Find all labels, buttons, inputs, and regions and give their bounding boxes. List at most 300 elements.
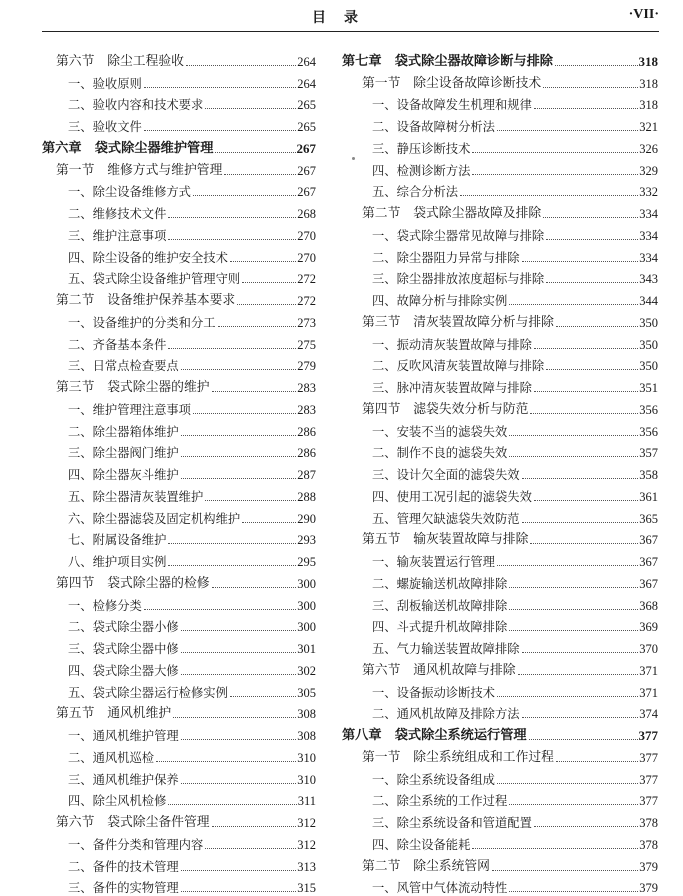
toc-item-entry [342, 788, 658, 810]
toc-item-entry [46, 483, 316, 505]
toc-entry-page: 300 [297, 619, 316, 635]
toc-entry-title: 第三节 清灰装置故障分析与排除 [362, 315, 554, 331]
toc-item-entry [46, 853, 316, 875]
toc-entry-title: 一、设备振动诊断技术 [372, 685, 495, 701]
toc-entry-title: 三、静压诊断技术 [372, 141, 470, 157]
toc-right-column [342, 48, 658, 896]
toc-entry-page: 310 [297, 750, 316, 766]
toc-item-entry [342, 461, 658, 483]
toc-entry-page: 357 [639, 445, 658, 461]
dot-leader [212, 391, 297, 392]
toc-entry-page: 287 [297, 467, 316, 483]
dot-leader [230, 261, 296, 262]
toc-item-entry [46, 657, 316, 679]
dot-leader [497, 696, 638, 697]
dot-leader [530, 413, 638, 414]
header-title: 目录 [312, 7, 376, 27]
toc-entry-page: 367 [639, 532, 658, 548]
toc-item-entry [342, 157, 658, 179]
dot-leader [534, 348, 638, 349]
toc-entry-title: 一、维护管理注意事项 [68, 402, 191, 418]
toc-item-entry [46, 614, 316, 636]
toc-section-entry [342, 70, 658, 92]
dot-leader [509, 891, 638, 892]
toc-entry-page: 311 [298, 793, 316, 809]
toc-entry-page: 334 [639, 250, 658, 266]
dot-leader [509, 630, 638, 631]
toc-section-entry [342, 853, 658, 875]
toc-entry-page: 279 [297, 358, 316, 374]
toc-item-entry [46, 179, 316, 201]
toc-item-entry [342, 222, 658, 244]
toc-entry-title: 二、反吹风清灰装置故障与排除 [372, 358, 544, 374]
toc-entry-page: 343 [639, 271, 658, 287]
toc-entry-title: 三、设计欠全面的滤袋失效 [372, 467, 520, 483]
toc-item-entry [46, 461, 316, 483]
toc-entry-page: 377 [639, 728, 659, 744]
toc-entry-title: 四、除尘设备的维护安全技术 [68, 250, 228, 266]
toc-entry-title: 一、安装不当的滤袋失效 [372, 424, 507, 440]
toc-entry-title: 第四节 滤袋失效分析与防范 [362, 402, 528, 418]
toc-item-entry [342, 353, 658, 375]
toc-item-entry [342, 679, 658, 701]
dot-leader [529, 739, 638, 740]
toc-entry-title: 一、袋式除尘器常见故障与排除 [372, 228, 544, 244]
toc-chapter-entry [42, 135, 316, 157]
dot-leader [556, 761, 638, 762]
toc-entry-title: 第一节 维修方式与维护管理 [56, 163, 222, 179]
dot-leader [509, 304, 638, 305]
dot-leader [168, 348, 296, 349]
toc-entry-title: 二、螺旋输送机故障排除 [372, 576, 507, 592]
dot-leader [530, 543, 638, 544]
toc-entry-page: 265 [297, 97, 316, 113]
toc-entry-title: 七、附属设备维护 [68, 532, 166, 548]
toc-item-entry [46, 875, 316, 896]
dot-leader [168, 239, 296, 240]
dot-leader [181, 739, 297, 740]
toc-section-entry [342, 527, 658, 549]
toc-entry-page: 270 [297, 228, 316, 244]
dot-leader [181, 783, 297, 784]
dot-leader [522, 478, 639, 479]
toc-entry-title: 三、维护注意事项 [68, 228, 166, 244]
toc-entry-page: 378 [639, 837, 658, 853]
toc-entry-page: 365 [639, 511, 658, 527]
dot-leader [181, 369, 297, 370]
toc-item-entry [342, 331, 658, 353]
toc-item-entry [342, 766, 658, 788]
dot-leader [205, 500, 296, 501]
toc-entry-title: 第五节 输灰装置故障与排除 [362, 532, 528, 548]
toc-entry-page: 290 [297, 511, 316, 527]
dot-leader [472, 174, 638, 175]
dot-leader [522, 717, 639, 718]
dot-leader [181, 478, 297, 479]
toc-entry-page: 379 [639, 880, 658, 896]
toc-entry-page: 377 [639, 793, 658, 809]
toc-item-entry [46, 527, 316, 549]
toc-entry-title: 第一节 除尘系统组成和工作过程 [362, 750, 554, 766]
toc-item-entry [46, 744, 316, 766]
toc-entry-title: 一、除尘设备维修方式 [68, 184, 191, 200]
toc-entry-title: 第四节 袋式除尘器的检修 [56, 576, 210, 592]
toc-entry-page: 332 [639, 184, 658, 200]
toc-entry-page: 361 [639, 489, 658, 505]
dot-leader [237, 304, 296, 305]
toc-entry-page: 367 [639, 576, 658, 592]
dot-leader [534, 500, 638, 501]
toc-item-entry [46, 788, 316, 810]
dot-leader [181, 870, 297, 871]
toc-entry-page: 286 [297, 424, 316, 440]
toc-entry-title: 第七章 袋式除尘器故障诊断与排除 [342, 54, 553, 70]
dot-leader [497, 565, 638, 566]
toc-section-entry [342, 657, 658, 679]
toc-entry-page: 334 [639, 228, 658, 244]
toc-item-entry [46, 200, 316, 222]
toc-entry-page: 300 [297, 576, 316, 592]
toc-entry-page: 267 [297, 163, 316, 179]
toc-entry-title: 二、备件的技术管理 [68, 859, 179, 875]
toc-entry-page: 270 [297, 250, 316, 266]
toc-entry-title: 第二节 除尘系统管网 [362, 859, 490, 875]
toc-section-entry [46, 48, 316, 70]
toc-entry-title: 五、综合分析法 [372, 184, 458, 200]
toc-entry-page: 377 [639, 750, 658, 766]
toc-entry-page: 334 [639, 206, 658, 222]
toc-entry-title: 三、刮板输送机故障排除 [372, 598, 507, 614]
toc-item-entry [342, 135, 658, 157]
dot-leader [193, 195, 296, 196]
dot-leader [181, 891, 297, 892]
toc-entry-page: 312 [297, 837, 316, 853]
toc-item-entry [46, 505, 316, 527]
dot-leader [492, 870, 638, 871]
dot-leader [522, 261, 639, 262]
toc-entry-page: 308 [297, 728, 316, 744]
toc-entry-title: 一、风管中气体流动特性 [372, 880, 507, 896]
toc-entry-title: 一、备件分类和管理内容 [68, 837, 203, 853]
toc-entry-page: 344 [639, 293, 658, 309]
toc-item-entry [46, 113, 316, 135]
header-rule [42, 31, 659, 32]
toc-entry-page: 329 [639, 163, 658, 179]
toc-entry-title: 第二节 袋式除尘器故障及排除 [362, 206, 541, 222]
toc-entry-title: 四、故障分析与排除实例 [372, 293, 507, 309]
header-page-number: ·VII· [629, 7, 659, 23]
toc-entry-title: 八、维护项目实例 [68, 554, 166, 570]
toc-entry-page: 350 [639, 315, 658, 331]
toc-entry-title: 三、脉冲清灰装置故障与排除 [372, 380, 532, 396]
dot-leader [534, 391, 638, 392]
toc-entry-page: 272 [297, 293, 316, 309]
toc-item-entry [46, 831, 316, 853]
toc-item-entry [342, 244, 658, 266]
toc-entry-title: 一、设备故障发生机理和规律 [372, 97, 532, 113]
toc-entry-page: 283 [297, 380, 316, 396]
dot-leader [543, 87, 638, 88]
toc-item-entry [46, 353, 316, 375]
dot-leader [181, 435, 297, 436]
toc-item-entry [46, 679, 316, 701]
toc-entry-title: 三、除尘器排放浓度超标与排除 [372, 271, 544, 287]
dot-leader [546, 239, 638, 240]
toc-item-entry [46, 592, 316, 614]
dot-leader [242, 282, 296, 283]
toc-entry-page: 326 [639, 141, 658, 157]
dot-leader [215, 152, 295, 153]
dot-leader [230, 696, 296, 697]
toc-entry-page: 265 [297, 119, 316, 135]
dot-leader [509, 609, 638, 610]
dot-leader [181, 456, 297, 457]
dot-leader [186, 65, 296, 66]
toc-entry-title: 四、使用工况引起的滤袋失效 [372, 489, 532, 505]
dot-leader [212, 826, 297, 827]
dot-leader [518, 674, 639, 675]
dot-leader [212, 587, 297, 588]
dot-leader [534, 826, 638, 827]
toc-entry-title: 一、振动清灰装置故障与排除 [372, 337, 532, 353]
toc-entry-title: 一、验收原则 [68, 76, 142, 92]
toc-left-column [46, 48, 316, 896]
toc-entry-title: 一、设备维护的分类和分工 [68, 315, 216, 331]
toc-entry-title: 五、袋式除尘器运行检修实例 [68, 685, 228, 701]
dot-leader [509, 587, 638, 588]
toc-entry-page: 378 [639, 815, 658, 831]
dot-leader [460, 195, 638, 196]
toc-entry-title: 二、除尘器箱体维护 [68, 424, 179, 440]
dot-leader [509, 435, 638, 436]
dot-leader [156, 761, 296, 762]
toc-entry-page: 273 [297, 315, 316, 331]
toc-section-entry [342, 200, 658, 222]
toc-item-entry [46, 222, 316, 244]
dot-leader [242, 522, 296, 523]
toc-entry-title: 第六章 袋式除尘器维护管理 [42, 141, 213, 157]
dot-leader [555, 65, 638, 66]
toc-entry-page: 371 [639, 663, 658, 679]
toc-entry-title: 三、除尘器阀门维护 [68, 445, 179, 461]
toc-entry-title: 第二节 设备维护保养基本要求 [56, 293, 235, 309]
toc-entry-title: 四、斗式提升机故障排除 [372, 619, 507, 635]
dot-leader [509, 804, 638, 805]
toc-entry-page: 369 [639, 619, 658, 635]
toc-entry-page: 318 [639, 76, 658, 92]
toc-entry-page: 286 [297, 445, 316, 461]
toc-section-entry [46, 157, 316, 179]
toc-entry-page: 379 [639, 859, 658, 875]
dot-leader [205, 108, 296, 109]
toc-entry-page: 302 [297, 663, 316, 679]
toc-entry-page: 318 [639, 54, 659, 70]
toc-item-entry [46, 70, 316, 92]
toc-item-entry [46, 548, 316, 570]
toc-item-entry [342, 483, 658, 505]
toc-item-entry [342, 92, 658, 114]
toc-entry-title: 一、输灰装置运行管理 [372, 554, 495, 570]
toc-entry-title: 二、除尘器阻力异常与排除 [372, 250, 520, 266]
toc-entry-title: 一、检修分类 [68, 598, 142, 614]
toc-item-entry [46, 722, 316, 744]
toc-item-entry [46, 92, 316, 114]
toc-entry-title: 三、日常点检查要点 [68, 358, 179, 374]
toc-item-entry [46, 396, 316, 418]
toc-entry-page: 264 [297, 76, 316, 92]
dot-leader [509, 456, 638, 457]
toc-entry-title: 二、通风机巡检 [68, 750, 154, 766]
toc-entry-page: 275 [297, 337, 316, 353]
toc-entry-title: 四、除尘风机检修 [68, 793, 166, 809]
dot-leader [546, 282, 638, 283]
toc-item-entry [342, 505, 658, 527]
toc-entry-page: 321 [639, 119, 658, 135]
toc-entry-page: 267 [297, 184, 316, 200]
toc-item-entry [342, 635, 658, 657]
toc-entry-title: 第六节 袋式除尘备件管理 [56, 815, 210, 831]
toc-entry-title: 二、维修技术文件 [68, 206, 166, 222]
toc-section-entry [46, 809, 316, 831]
toc-entry-title: 三、备件的实物管理 [68, 880, 179, 896]
toc-section-entry [46, 570, 316, 592]
toc-entry-title: 五、除尘器清灰装置维护 [68, 489, 203, 505]
toc-entry-title: 三、通风机维护保养 [68, 772, 179, 788]
toc-item-entry [46, 635, 316, 657]
toc-entry-title: 二、验收内容和技术要求 [68, 97, 203, 113]
toc-entry-page: 272 [297, 271, 316, 287]
toc-entry-page: 268 [297, 206, 316, 222]
dot-leader [522, 522, 639, 523]
toc-item-entry [46, 418, 316, 440]
toc-entry-page: 305 [297, 685, 316, 701]
dot-leader [497, 783, 638, 784]
toc-entry-page: 377 [639, 772, 658, 788]
toc-entry-page: 264 [297, 54, 316, 70]
toc-entry-title: 第六节 通风机故障与排除 [362, 663, 516, 679]
dot-leader [522, 652, 639, 653]
dot-leader [181, 652, 297, 653]
toc-section-entry [46, 287, 316, 309]
toc-section-entry [46, 701, 316, 723]
toc-entry-title: 二、齐备基本条件 [68, 337, 166, 353]
dot-leader [472, 152, 638, 153]
toc-entry-page: 267 [297, 141, 317, 157]
toc-item-entry [342, 548, 658, 570]
toc-entry-title: 五、管理欠缺滤袋失效防范 [372, 511, 520, 527]
toc-item-entry [342, 374, 658, 396]
toc-entry-title: 一、通风机维护管理 [68, 728, 179, 744]
toc-item-entry [46, 440, 316, 462]
dot-leader [472, 848, 638, 849]
toc-entry-title: 二、通风机故障及排除方法 [372, 706, 520, 722]
toc-entry-page: 351 [639, 380, 658, 396]
dot-leader [168, 217, 296, 218]
toc-entry-page: 367 [639, 554, 658, 570]
toc-entry-page: 293 [297, 532, 316, 548]
toc-entry-title: 二、制作不良的滤袋失效 [372, 445, 507, 461]
toc-section-entry [342, 396, 658, 418]
toc-entry-title: 四、袋式除尘器大修 [68, 663, 179, 679]
toc-entry-page: 370 [639, 641, 658, 657]
toc-item-entry [342, 179, 658, 201]
dot-leader [224, 174, 296, 175]
dot-leader [205, 848, 296, 849]
toc-entry-page: 371 [639, 685, 658, 701]
toc-entry-page: 356 [639, 402, 658, 418]
toc-item-entry [46, 309, 316, 331]
toc-entry-page: 310 [297, 772, 316, 788]
toc-entry-title: 第三节 袋式除尘器的维护 [56, 380, 210, 396]
toc-entry-title: 三、验收文件 [68, 119, 142, 135]
dot-leader [168, 565, 296, 566]
toc-entry-page: 288 [297, 489, 316, 505]
toc-entry-title: 四、除尘器灰斗维护 [68, 467, 179, 483]
toc-entry-page: 313 [297, 859, 316, 875]
toc-entry-page: 350 [639, 358, 658, 374]
toc-item-entry [342, 287, 658, 309]
toc-section-entry [342, 309, 658, 331]
toc-entry-page: 318 [639, 97, 658, 113]
toc-entry-page: 308 [297, 706, 316, 722]
dot-leader [556, 326, 638, 327]
toc-entry-title: 五、袋式除尘设备维护管理守则 [68, 271, 240, 287]
dot-leader [168, 804, 296, 805]
toc-entry-page: 295 [297, 554, 316, 570]
toc-entry-title: 第五节 通风机维护 [56, 706, 171, 722]
dot-leader [218, 326, 297, 327]
toc-item-entry [342, 266, 658, 288]
toc-item-entry [342, 831, 658, 853]
toc-item-entry [46, 331, 316, 353]
toc-entry-page: 374 [639, 706, 658, 722]
toc-item-entry [342, 701, 658, 723]
dot-leader [144, 87, 296, 88]
toc-entry-page: 301 [297, 641, 316, 657]
toc-entry-page: 312 [297, 815, 316, 831]
toc-chapter-entry [342, 722, 658, 744]
toc-item-entry [342, 592, 658, 614]
toc-section-entry [46, 374, 316, 396]
toc-entry-title: 三、袋式除尘器中修 [68, 641, 179, 657]
toc-entry-page: 350 [639, 337, 658, 353]
toc-entry-page: 356 [639, 424, 658, 440]
dot-leader [144, 609, 296, 610]
toc-entry-title: 五、气力输送装置故障排除 [372, 641, 520, 657]
toc-entry-title: 第八章 袋式除尘系统运行管理 [342, 728, 527, 744]
toc-entry-title: 一、除尘系统设备组成 [372, 772, 495, 788]
toc-entry-page: 358 [639, 467, 658, 483]
toc-entry-page: 368 [639, 598, 658, 614]
toc-item-entry [342, 614, 658, 636]
dot-leader [193, 413, 296, 414]
dot-leader [181, 674, 297, 675]
toc-entry-title: 三、除尘系统设备和管道配置 [372, 815, 532, 831]
toc-item-entry [342, 809, 658, 831]
dot-leader [497, 130, 638, 131]
toc-entry-page: 315 [297, 880, 316, 896]
dot-leader [168, 543, 296, 544]
dot-leader [144, 130, 296, 131]
toc-item-entry [46, 766, 316, 788]
toc-entry-title: 第一节 除尘设备故障诊断技术 [362, 76, 541, 92]
toc-chapter-entry [342, 48, 658, 70]
toc-item-entry [342, 440, 658, 462]
toc-entry-title: 四、检测诊断方法 [372, 163, 470, 179]
toc-section-entry [342, 744, 658, 766]
toc-entry-title: 二、除尘系统的工作过程 [372, 793, 507, 809]
toc-entry-title: 二、设备故障树分析法 [372, 119, 495, 135]
